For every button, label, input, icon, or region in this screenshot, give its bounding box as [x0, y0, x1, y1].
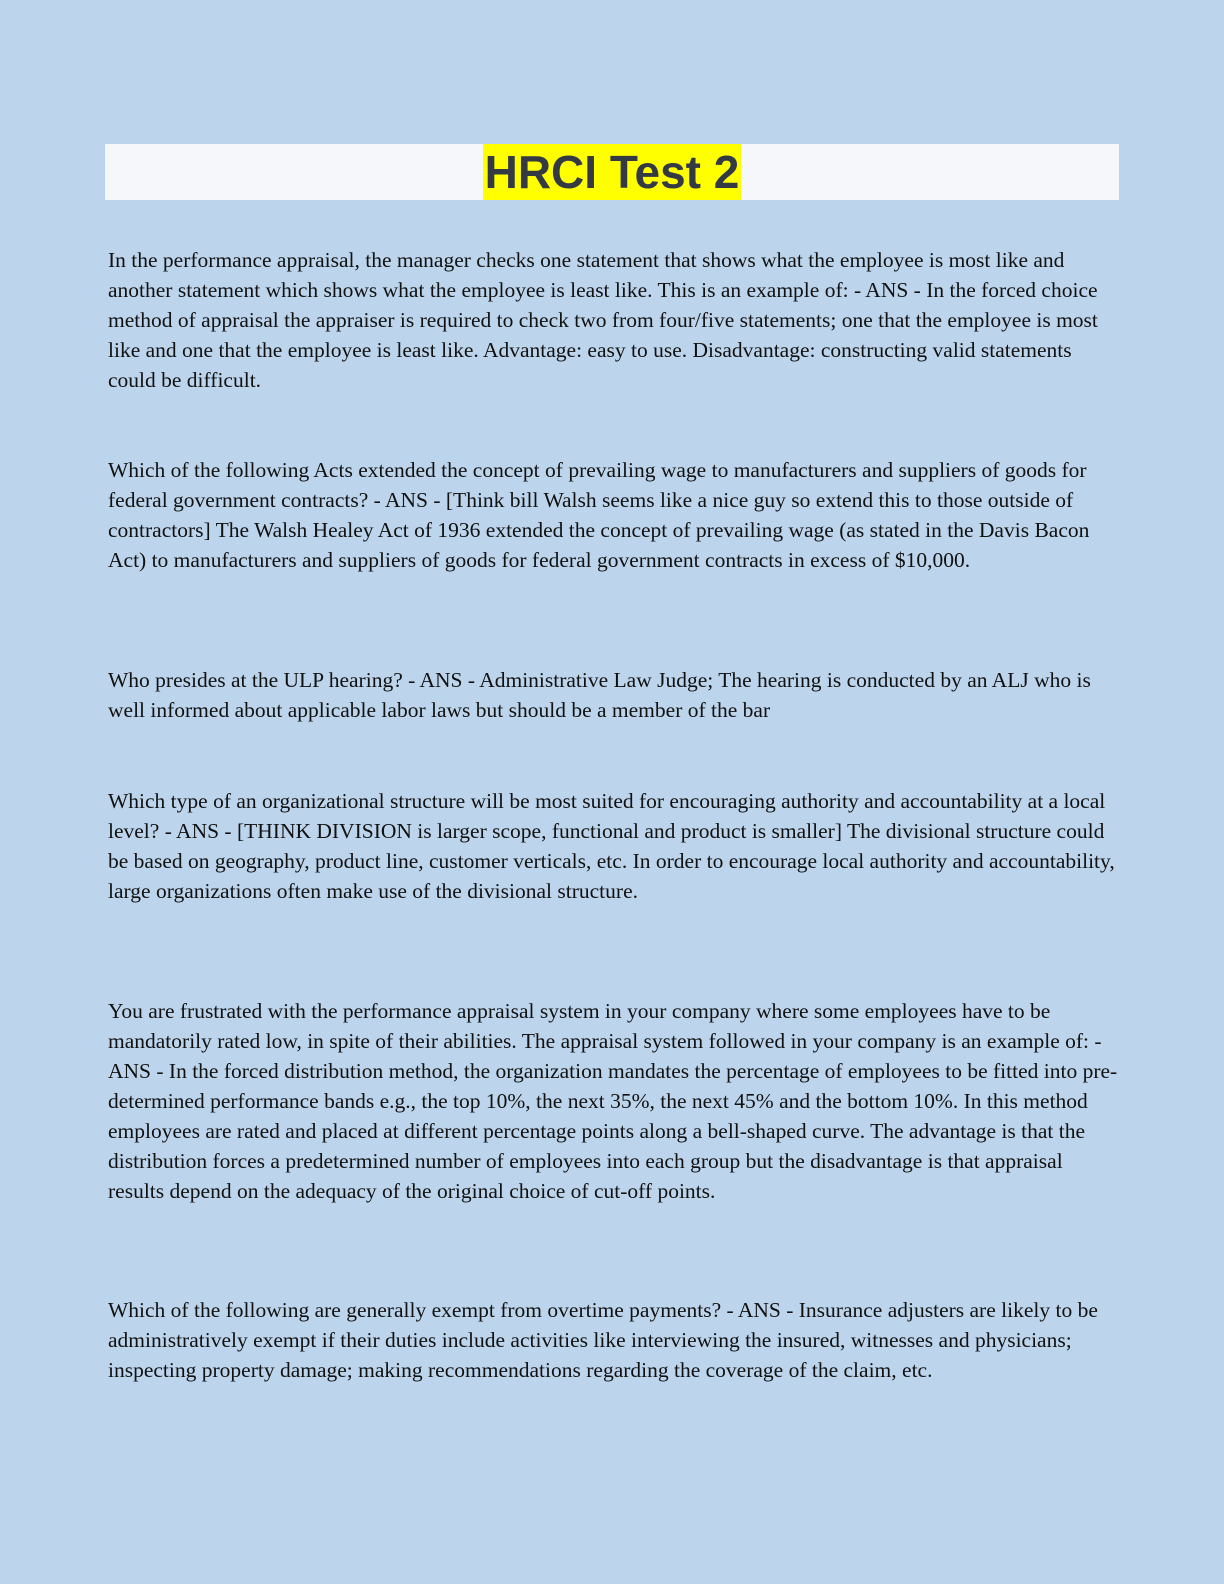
qa-entry: In the performance appraisal, the manager checks one statement that shows what the employee is most like and another statement which shows what the employee is least like. This is an example of: - ANS - In the forced choice method of appraisal the appraiser is required to check two from four/five statements; one that the employee is most like and one that the employee is least like. Advantage: easy to use. Disadvantage: constructing valid statements could be difficult.	[108, 248, 1098, 392]
page-title: HRCI Test 2	[484, 146, 740, 198]
qa-entry: Which of the following Acts extended the concept of prevailing wage to manufacturers and suppliers of goods for federal government contracts? - ANS - [Think bill Walsh seems like a nice guy so extend this to those outside of contractors] The Walsh Healey Act of 1936 extended the concept of prevailing wage (as stated in the Davis Bacon Act) to manufacturers and suppliers of goods for federal government contracts in excess of $10,000.	[108, 458, 1090, 572]
qa-entry: You are frustrated with the performance appraisal system in your company where some employees have to be mandatorily rated low, in spite of their abilities. The appraisal system followed in your company is an example of: - ANS - In the forced distribution method, the organization mandates the percentage of employees to be fitted into pre-determined performance bands e.g., the top 10%, the next 35%, the next 45% and the bottom 10%. In this method employees are rated and placed at different percentage points along a bell-shaped curve. The advantage is that the distribution forces a predetermined number of employees into each group but the disadvantage is that appraisal results depend on the adequacy of the original choice of cut-off points.	[108, 999, 1118, 1203]
qa-entry: Who presides at the ULP hearing? - ANS - Administrative Law Judge; The hearing is conducted by an ALJ who is well informed about applicable labor laws but should be a member of the bar	[108, 668, 1091, 722]
title-bar	[105, 144, 1119, 200]
qa-entry: Which type of an organizational structure will be most suited for encouraging authority and accountability at a local level? - ANS - [THINK DIVISION is larger scope, functional and product is smaller] The divisional structure could be based on geography, product line, customer verticals, etc. In order to encourage local authority and accountability, large organizations often make use of the divisional structure.	[108, 789, 1115, 903]
qa-entry: Which of the following are generally exempt from overtime payments? - ANS - Insurance adjusters are likely to be administratively exempt if their duties include activities like interviewing the insured, witnesses and physicians; inspecting property damage; making recommendations regarding the coverage of the claim, etc.	[108, 1298, 1098, 1382]
